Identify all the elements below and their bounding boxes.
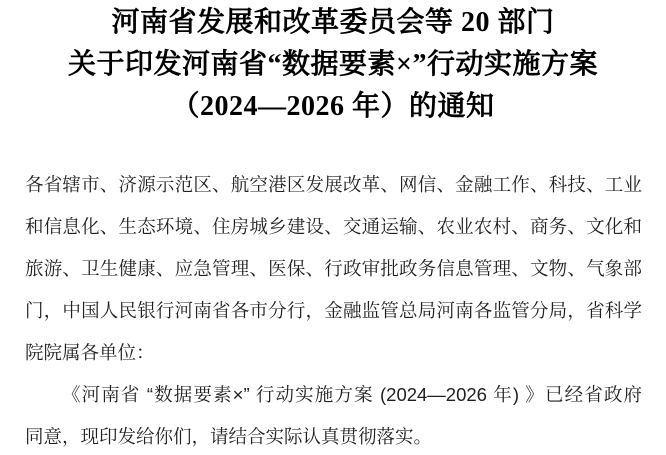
body-line: 院院属各单位： (25, 342, 155, 363)
body-line: 各省辖市、济源示范区、航空港区发展改革、网信、金融工作、科技、工业 (25, 174, 642, 195)
title-line-2: 关于印发河南省“数据要素×”行动实施方案 (68, 49, 598, 80)
document-body (0, 164, 666, 455)
body-line: 门，中国人民银行河南省各市分行，金融监管总局河南各监管分局，省科学 (25, 300, 642, 321)
body-line: 和信息化、生态环境、住房城乡建设、交通运输、农业农村、商务、文化和 (25, 216, 642, 237)
document-title (0, 2, 666, 128)
body-line: 旅游、卫生健康、应急管理、医保、行政审批政务信息管理、文物、气象部 (25, 258, 642, 279)
body-line: 《河南省 “数据要素×” 行动实施方案 (2024—2026 年) 》已经省政府 (62, 384, 642, 405)
title-line-1: 河南省发展和改革委员会等 20 部门 (111, 7, 555, 38)
body-line: 同意，现印发给你们，请结合实际认真贯彻落实。 (25, 426, 433, 447)
title-line-3: （2024—2026 年）的通知 (171, 91, 495, 122)
